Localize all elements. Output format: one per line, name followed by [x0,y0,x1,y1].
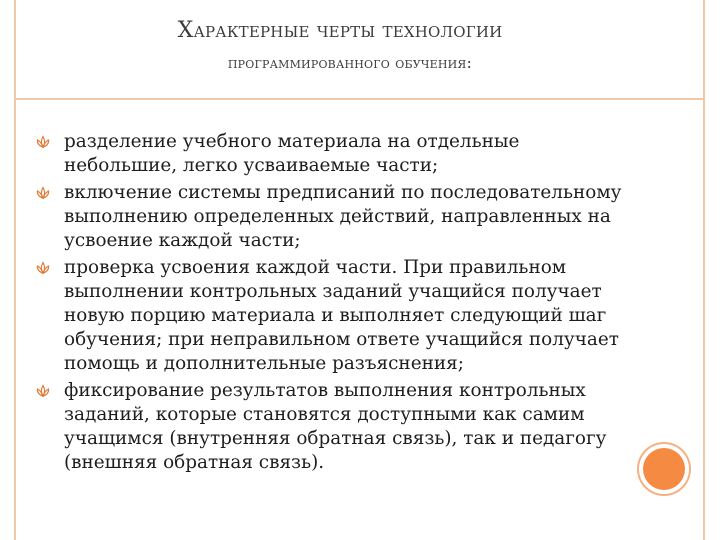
list-item [32,181,632,253]
lotus-bullet-icon [36,135,50,149]
list-item-text: проверка усвоения каждой части. При правильном выполнении контрольных заданий учащийся получает новую порцию материала и выполняет следующий шаг обучения; при неправильном ответе учащийся получает помощь и дополнительные разъяснения; [64,257,619,374]
lotus-bullet-icon [36,384,50,398]
left-border-line [14,0,16,540]
list-item [32,379,632,475]
slide-title [0,14,680,78]
list-item-text: фиксирование результатов выполнения контрольных заданий, которые становятся доступными как самим учащимся (внутренняя обратная связь), так и педагогу (внешняя обратная связь). [64,380,607,473]
decorative-circle [643,448,685,490]
slide-title-line2: программированного обучения: [227,53,473,72]
right-border-line [703,0,705,540]
list-item-text: включение системы предписаний по последовательному выполнению определенных действий, направленных на усвоение каждой части; [64,182,622,251]
slide-title-line1: Характерные черты технологии [177,18,503,43]
list-item [32,256,632,376]
list-item [32,130,632,178]
bullet-list [32,130,632,478]
title-divider-line [14,98,705,100]
list-item-text: разделение учебного материала на отдельные небольшие, легко усваиваемые части; [64,131,520,176]
lotus-bullet-icon [36,261,50,275]
lotus-bullet-icon [36,186,50,200]
